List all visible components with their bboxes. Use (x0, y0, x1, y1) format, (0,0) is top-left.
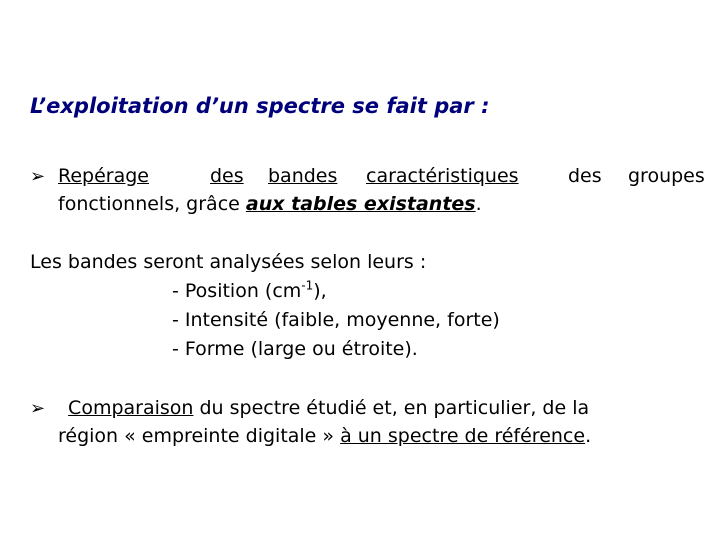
analysis-item-text: ), (313, 280, 327, 302)
analysis-intro: Les bandes seront analysées selon leurs : (30, 251, 427, 273)
bullet1-period: . (475, 193, 482, 215)
bullet2-text: région « empreinte digitale » (58, 425, 341, 447)
superscript: -1 (301, 278, 314, 293)
bullet1-word: caractéristiques (366, 165, 519, 187)
analysis-item-position (172, 279, 327, 303)
bullet1-word: des (210, 165, 244, 187)
reference-emphasis: à un spectre de référence (340, 425, 586, 447)
comparison-word: Comparaison (68, 397, 194, 419)
analysis-item-shape: - Forme (large ou étroite). (172, 338, 418, 360)
bullet2-line2 (58, 424, 591, 448)
analysis-item-text: - Position (cm (172, 280, 302, 302)
bullet1-word: groupes (628, 165, 705, 187)
bullet1-text: fonctionnels, grâce (58, 193, 246, 215)
bullet1-word: des (568, 165, 602, 187)
analysis-item-intensity: - Intensité (faible, moyenne, forte) (172, 309, 500, 331)
bullet1-word: bandes (268, 165, 338, 187)
bullet2-text: du spectre étudié et, en particulier, de la (193, 397, 590, 419)
slide-heading: L’exploitation d’un spectre se fait par : (30, 94, 490, 118)
tables-emphasis: aux tables existantes (245, 193, 476, 215)
bullet1-line1 (30, 164, 705, 189)
bullet1-line2 (58, 192, 482, 216)
bullet2-line1 (30, 396, 589, 421)
bullet2-period: . (585, 425, 592, 447)
arrow-bullet-icon: ➢ (30, 398, 46, 419)
arrow-bullet-icon: ➢ (30, 166, 46, 187)
bullet1-word: Repérage (58, 165, 149, 187)
